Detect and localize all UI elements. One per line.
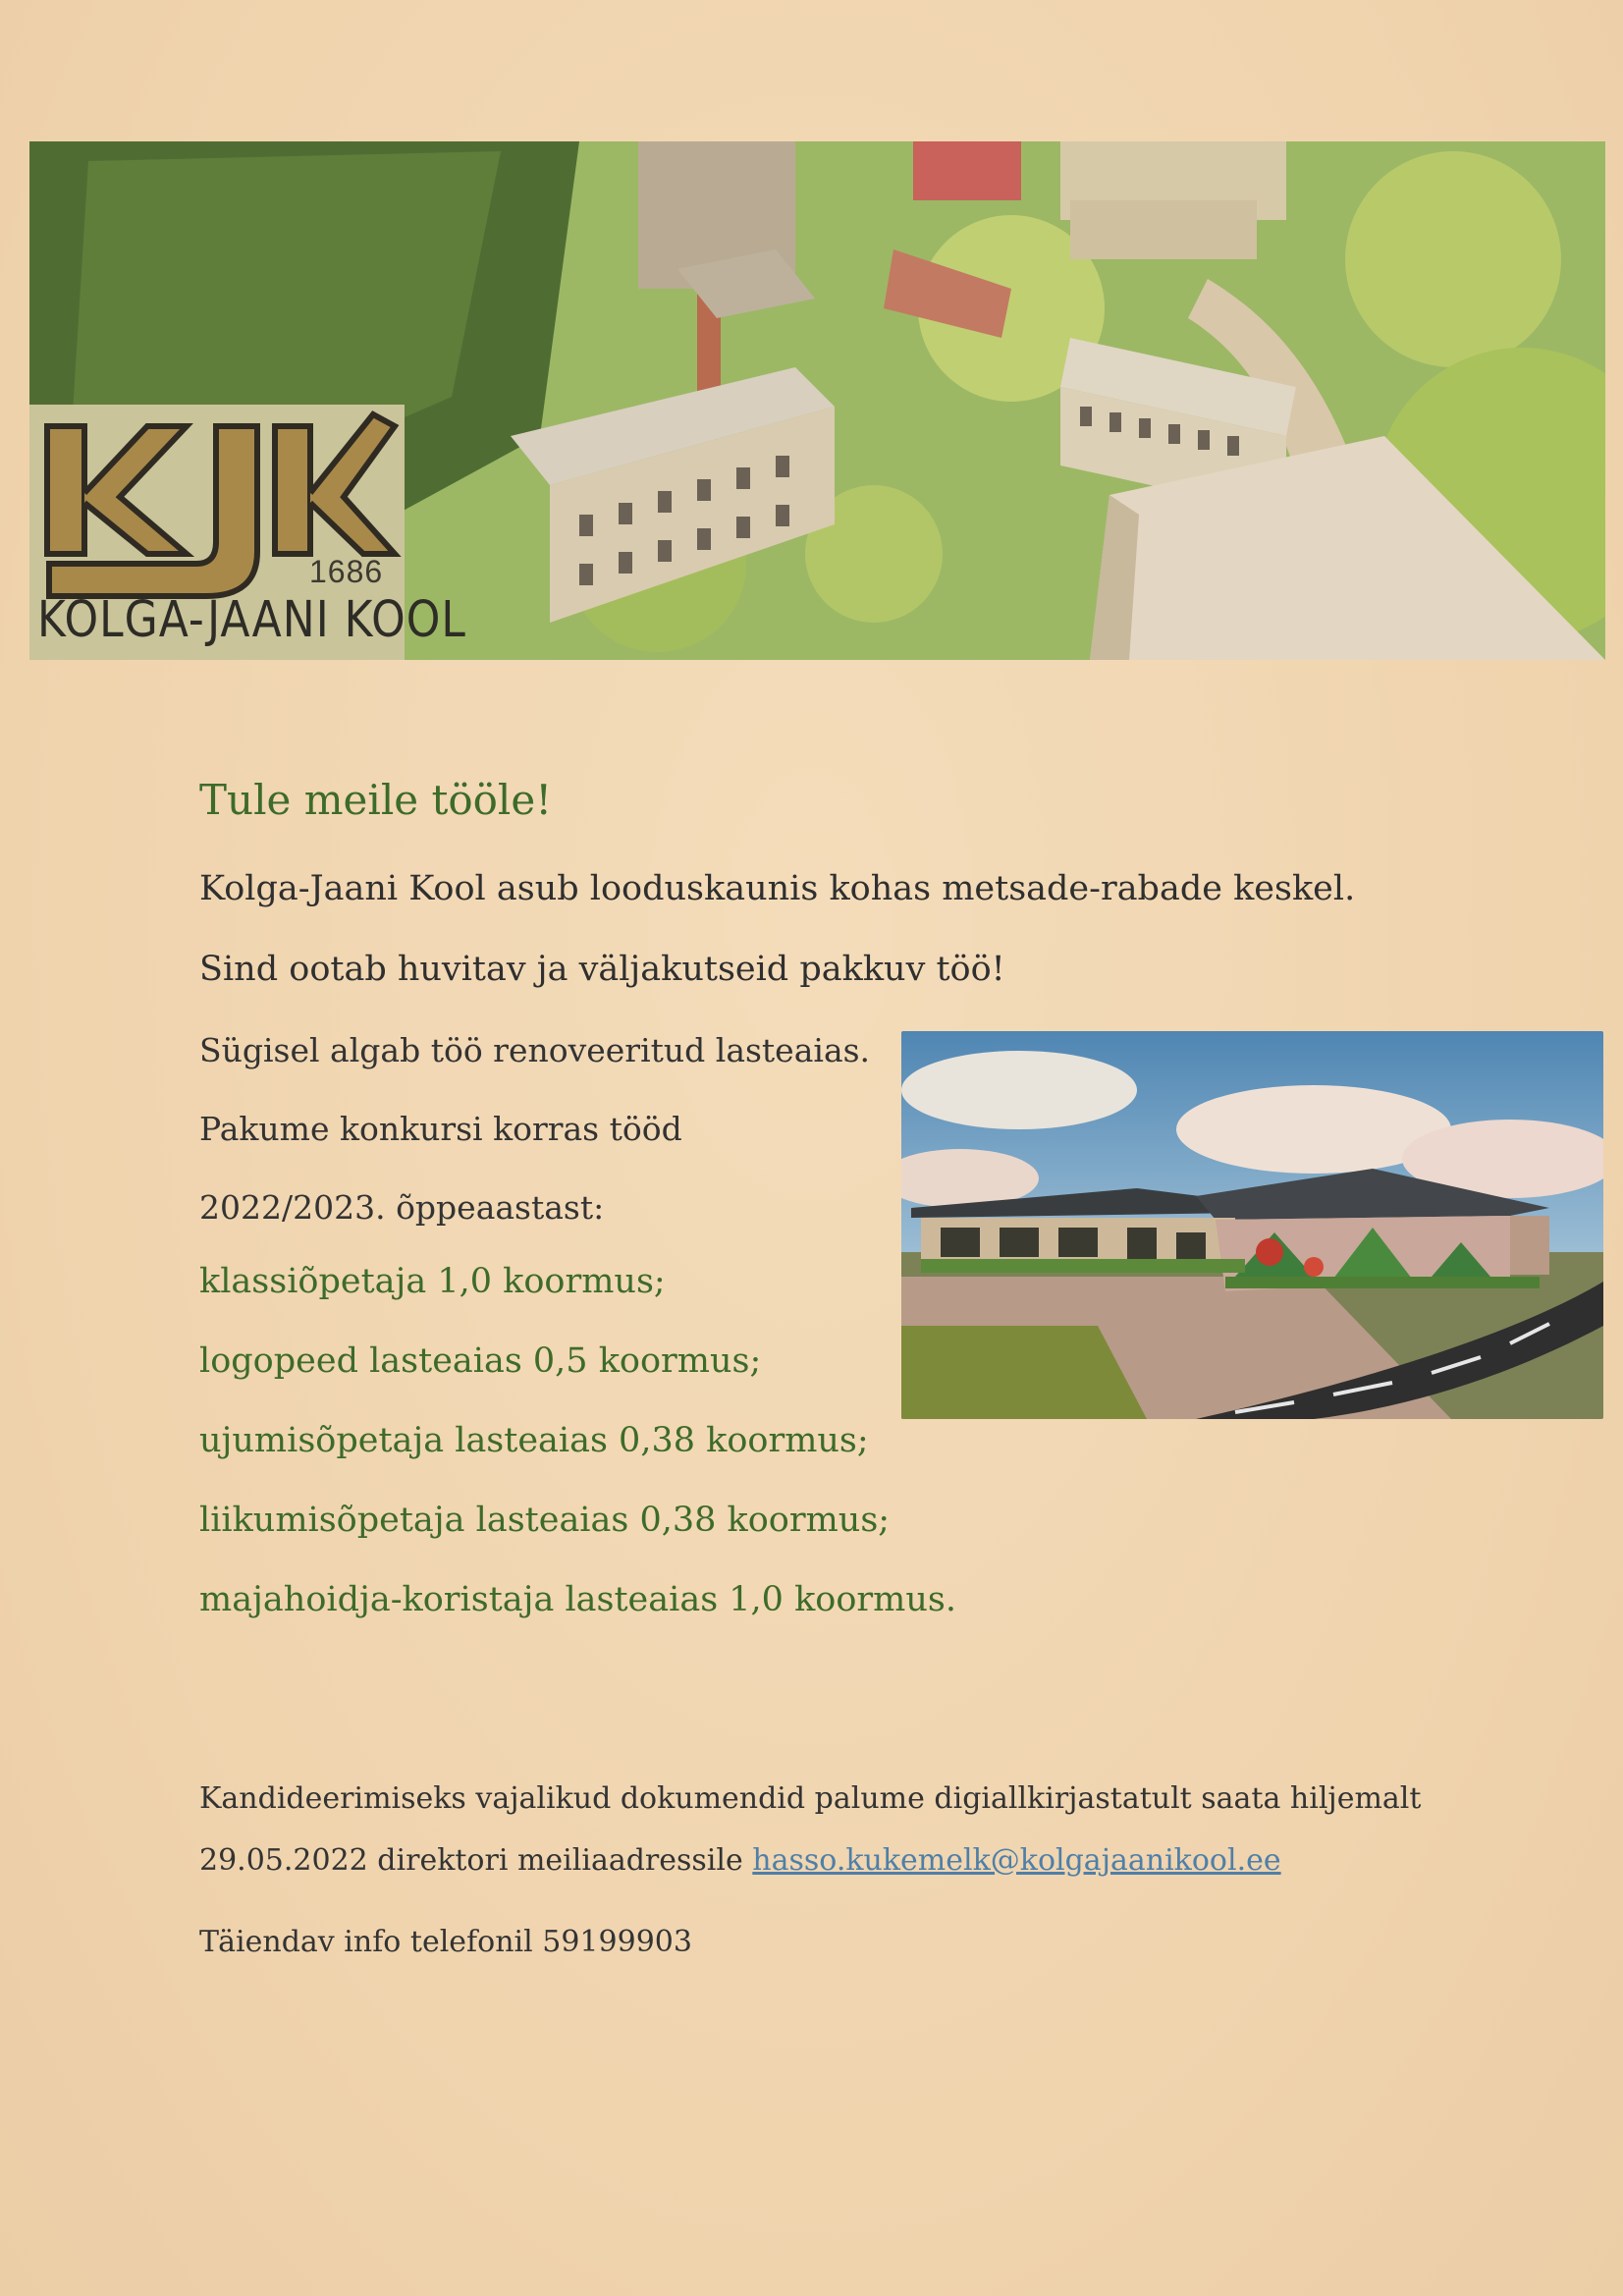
body-line: 2022/2023. õppeaastast: <box>199 1188 605 1227</box>
intro-line: Kolga-Jaani Kool asub looduskaunis kohas metsade-rabade keskel. <box>199 869 1356 908</box>
job-position-item: ujumisõpetaja lasteaias 0,38 koormus; <box>199 1421 869 1460</box>
job-position-item: logopeed lasteaias 0,5 koormus; <box>199 1341 762 1381</box>
logo-school-name: KOLGA-JAANI KOOL <box>37 591 466 649</box>
job-positions-list <box>199 1262 956 1660</box>
kindergarten-rendering <box>901 1031 1603 1419</box>
job-position-item: majahoidja-koristaja lasteaias 1,0 koormus. <box>199 1580 956 1619</box>
body-line: Pakume konkursi korras tööd <box>199 1110 682 1148</box>
page-title: Tule meile tööle! <box>199 776 553 824</box>
body-line: Sügisel algab töö renoveeritud lasteaias. <box>199 1031 871 1069</box>
application-instructions <box>199 1768 1476 1891</box>
kindergarten-building-image <box>901 1031 1603 1419</box>
logo-year: 1686 <box>309 554 384 589</box>
application-text: Kandideerimiseks vajalikud dokumendid palume digiallkirjastatult saata hiljemalt 29.05.2022 direktori meiliaadressile <box>199 1781 1422 1878</box>
contact-phone-line: Täiendav info telefonil 59199903 <box>199 1925 692 1959</box>
job-position-item: liikumisõpetaja lasteaias 0,38 koormus; <box>199 1501 891 1540</box>
banner-photo <box>29 141 1605 660</box>
director-email-link[interactable]: hasso.kukemelk@kolgajaanikool.ee <box>752 1843 1281 1878</box>
intro-line: Sind ootab huvitav ja väljakutseid pakkuv töö! <box>199 950 1005 989</box>
job-position-item: klassiõpetaja 1,0 koormus; <box>199 1262 666 1301</box>
